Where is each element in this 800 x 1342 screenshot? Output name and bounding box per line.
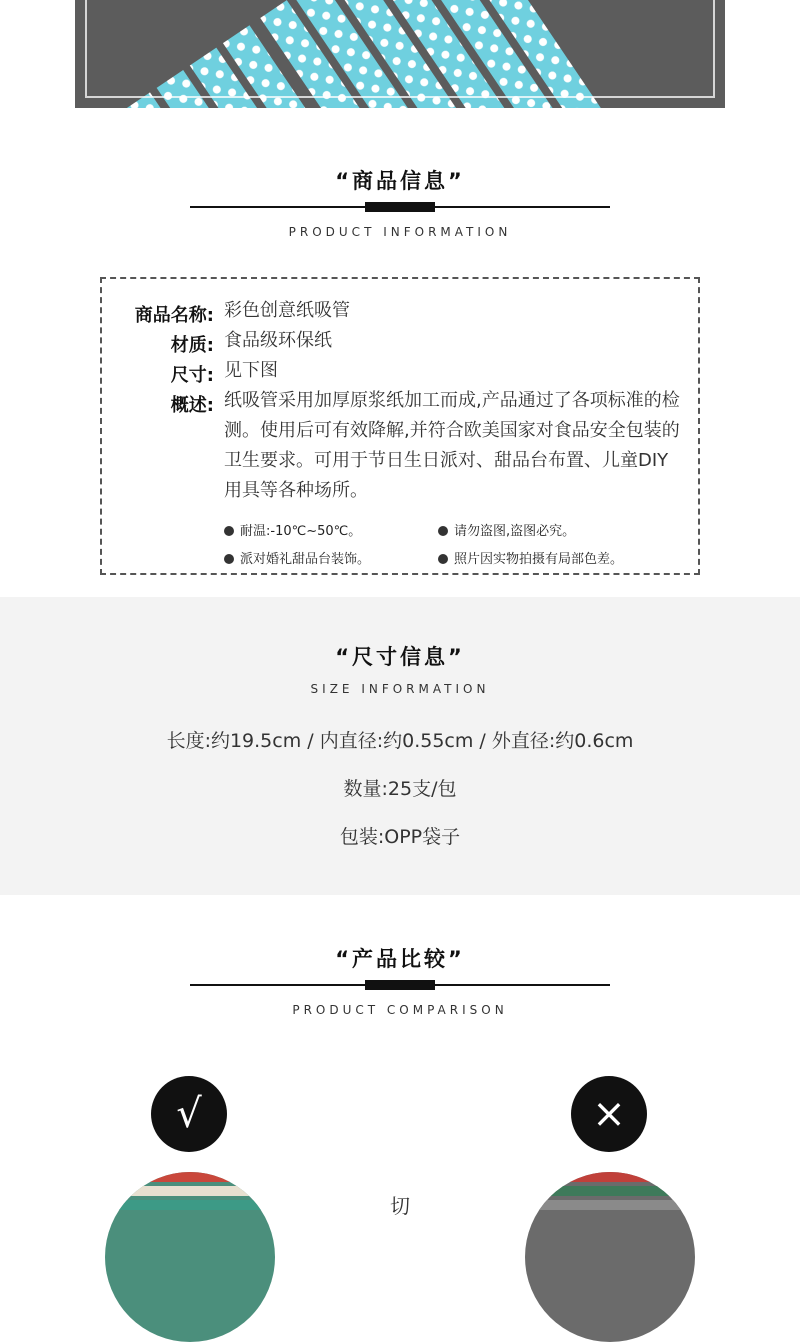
- info-key: 商品名称:: [134, 305, 214, 326]
- check-icon: √: [151, 1076, 227, 1152]
- size-dimensions: 长度:约19.5cm / 内直径:约0.55cm / 外直径:约0.6cm: [166, 730, 634, 752]
- product-photo: [75, 0, 725, 108]
- bullet-dot-icon: [438, 554, 448, 564]
- bullet-item: 耐温:-10℃~50℃。: [224, 520, 361, 539]
- size-quantity: 数量:25支/包: [343, 778, 457, 800]
- bullet-item: 派对婚礼甜品台装饰。: [224, 548, 370, 567]
- bullet-dot-icon: [224, 526, 234, 536]
- size-info-section: [0, 597, 800, 895]
- info-value: 食品级环保纸: [224, 330, 332, 351]
- title-rule-accent: [365, 980, 435, 990]
- comparison-title: “产品比较”: [335, 947, 465, 971]
- photo-frame: [85, 0, 715, 98]
- bullet-item: 照片因实物拍摄有局部色差。: [438, 548, 623, 567]
- bullet-dot-icon: [438, 526, 448, 536]
- info-key: 概述:: [170, 395, 214, 416]
- product-info-subtitle: PRODUCT INFORMATION: [288, 225, 512, 239]
- info-value: 纸吸管采用加厚原浆纸加工而成,产品通过了各项标准的检测。使用后可有效降解,并符合欧美国家对食品安全包装的卫生要求。可用于节日生日派对、甜品台布置、儿童DIY用具等各种场所。: [224, 390, 680, 501]
- comparison-center-label: 切: [390, 1194, 410, 1218]
- bullet-dot-icon: [224, 554, 234, 564]
- size-info-title: “尺寸信息”: [335, 645, 465, 669]
- bad-straws-image: [525, 1172, 695, 1342]
- product-info-title: “商品信息”: [335, 169, 465, 193]
- cross-icon: ×: [571, 1076, 647, 1152]
- bullet-item: 请勿盗图,盗图必究。: [438, 520, 575, 539]
- size-packaging: 包装:OPP袋子: [339, 826, 461, 848]
- size-info-subtitle: SIZE INFORMATION: [310, 682, 490, 696]
- comparison-subtitle: PRODUCT COMPARISON: [292, 1003, 508, 1017]
- title-rule-accent: [365, 202, 435, 212]
- info-key: 材质:: [170, 335, 214, 356]
- bad-product-thumbnail: [525, 1172, 695, 1342]
- info-value: 彩色创意纸吸管: [224, 300, 350, 321]
- info-key: 尺寸:: [170, 365, 214, 386]
- info-value: 见下图: [224, 360, 278, 381]
- product-info-box: [100, 277, 700, 575]
